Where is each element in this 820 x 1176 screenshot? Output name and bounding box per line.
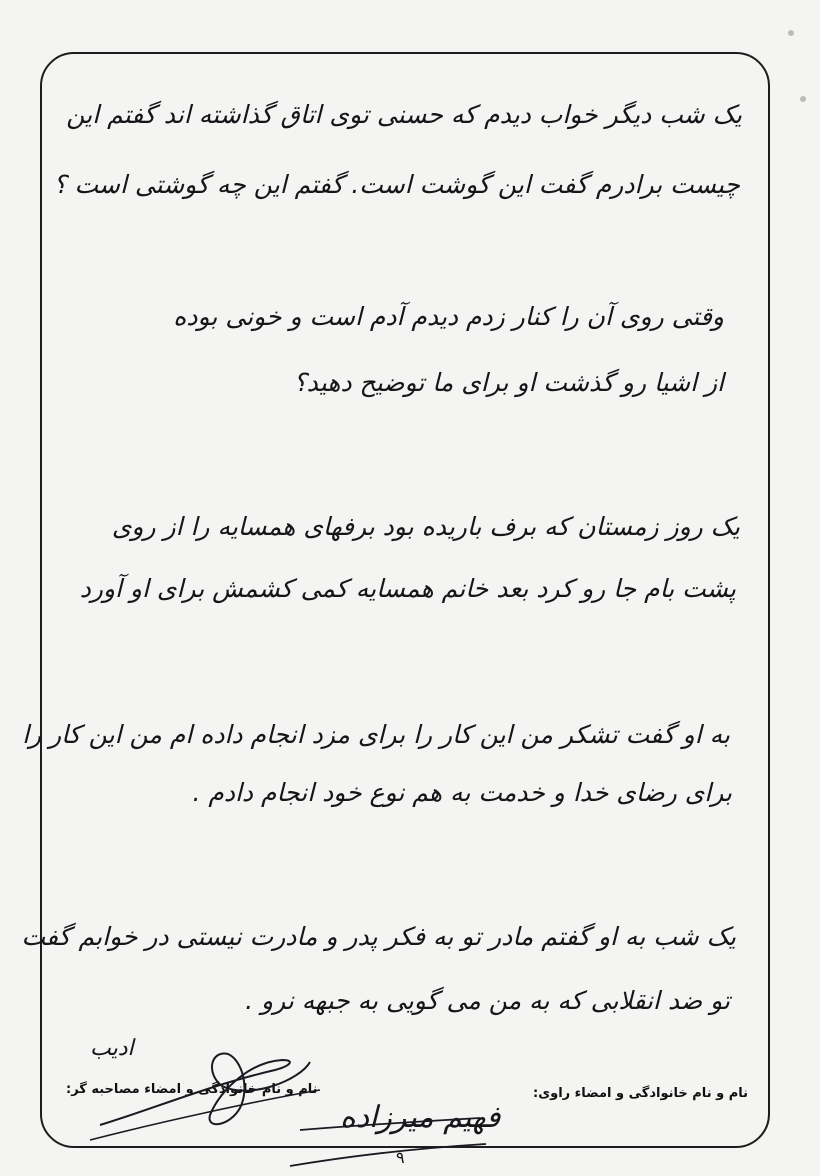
scan-speck — [788, 30, 794, 36]
interviewer-note: ادیب — [90, 1036, 134, 1061]
paragraph-1-line-2: چیست برادرم گفت این گوشت است. گفتم این چه گوشتی است ؟ — [53, 170, 740, 199]
paragraph-5-line-1: یک شب به او گفتم مادر تو به فکر پدر و مادرت نیستی در خوابم گفت — [21, 922, 736, 951]
narrator-signature: فهیم میرزاده — [340, 1100, 501, 1135]
interviewer-signature-label: نام و نام خانوادگی و امضاء مصاحبه گر: — [66, 1082, 318, 1097]
narrator-signature-label: نام و نام خانوادگی و امضاء راوی: — [533, 1086, 748, 1101]
paragraph-2-line-1: وقتی روی آن را کنار زدم دیدم آدم است و خونی بوده — [173, 302, 724, 331]
paragraph-3-line-2: پشت بام جا رو کرد بعد خانم همسایه کمی کشمش برای او آورد — [79, 574, 736, 603]
paragraph-1-line-1: یک شب دیگر خواب دیدم که حسنی توی اتاق گذاشته اند گفتم این — [66, 100, 742, 129]
scan-speck — [800, 96, 806, 102]
narrator-signature-scribble — [290, 1100, 490, 1176]
paragraph-4-line-1: به او گفت تشکر من این کار را برای مزد انجام داده ام من این کار را — [22, 720, 730, 749]
page-number: ۹ — [396, 1148, 405, 1167]
paragraph-2-line-2: از اشیا رو گذشت او برای ما توضیح دهید؟ — [293, 368, 724, 397]
paragraph-4-line-2: برای رضای خدا و خدمت به هم نوع خود انجام دادم . — [192, 778, 732, 807]
paragraph-5-line-2: تو ضد انقلابی که به من می گویی به جبهه نرو . — [245, 986, 730, 1015]
paragraph-3-line-1: یک روز زمستان که برف باریده بود برفهای همسایه را از روی — [111, 512, 740, 541]
